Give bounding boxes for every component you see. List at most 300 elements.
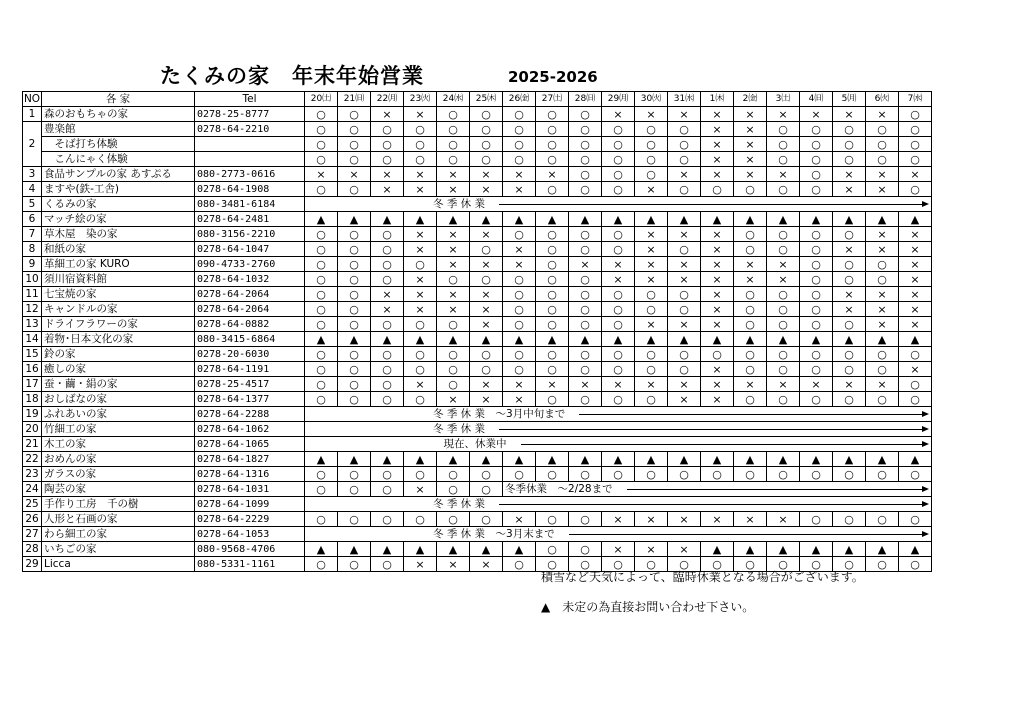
status-mark: ○ — [602, 467, 635, 482]
status-mark: ○ — [833, 227, 866, 242]
status-mark: × — [470, 317, 503, 332]
status-mark: × — [437, 167, 470, 182]
status-mark: × — [437, 557, 470, 572]
row-tel: 090-4733-2760 — [195, 257, 305, 272]
row-name: そば打ち体験 — [42, 137, 195, 152]
status-mark: × — [800, 377, 833, 392]
arrow-line — [627, 489, 923, 490]
row-tel — [195, 137, 305, 152]
row-no: 21 — [23, 437, 42, 452]
row-name: ふれあいの家 — [42, 407, 195, 422]
undecided-note: ▲ 未定の為直接お問い合わせ下さい。 — [541, 600, 755, 614]
status-mark: ○ — [734, 287, 767, 302]
row-no: 2 — [23, 122, 42, 167]
table-row — [23, 197, 932, 212]
status-mark: ○ — [635, 167, 668, 182]
status-mark: ○ — [305, 107, 338, 122]
status-mark: ○ — [503, 362, 536, 377]
status-mark: × — [602, 542, 635, 557]
table-row — [23, 527, 932, 542]
closure-text: 冬 季 休 業 ～3月末まで — [433, 527, 558, 541]
status-mark: ○ — [668, 287, 701, 302]
table-row — [23, 407, 932, 422]
status-mark: × — [470, 287, 503, 302]
status-mark: ○ — [338, 257, 371, 272]
header-day: 7㈬ — [899, 92, 932, 107]
status-mark: ○ — [734, 242, 767, 257]
status-mark: ○ — [899, 347, 932, 362]
status-mark: ○ — [767, 557, 800, 572]
status-mark: ○ — [602, 557, 635, 572]
status-mark: ○ — [338, 122, 371, 137]
status-mark: ○ — [668, 467, 701, 482]
row-no: 1 — [23, 107, 42, 122]
status-mark: ○ — [470, 272, 503, 287]
row-no: 14 — [23, 332, 42, 347]
row-tel: 0278-64-2210 — [195, 122, 305, 137]
status-mark: ○ — [569, 167, 602, 182]
status-mark: ○ — [767, 347, 800, 362]
status-mark: ○ — [470, 152, 503, 167]
status-mark: ○ — [503, 467, 536, 482]
status-mark: ○ — [767, 137, 800, 152]
arrow-head-icon — [922, 441, 929, 447]
status-mark: × — [668, 272, 701, 287]
row-tel: 0278-64-1031 — [195, 482, 305, 497]
closure-span — [305, 422, 932, 437]
status-mark: ▲ — [338, 542, 371, 557]
status-mark: ○ — [800, 182, 833, 197]
arrow-head-icon — [922, 531, 929, 537]
status-mark: ○ — [536, 182, 569, 197]
table-row — [23, 422, 932, 437]
status-mark: ○ — [602, 392, 635, 407]
status-mark: ○ — [305, 362, 338, 377]
table-row — [23, 287, 932, 302]
status-mark: ▲ — [569, 332, 602, 347]
status-mark: × — [470, 392, 503, 407]
status-mark: ○ — [338, 362, 371, 377]
status-mark: × — [470, 557, 503, 572]
status-mark: ▲ — [503, 212, 536, 227]
status-mark: ○ — [371, 137, 404, 152]
status-mark: ○ — [800, 512, 833, 527]
status-mark: ○ — [569, 557, 602, 572]
status-mark: ○ — [470, 467, 503, 482]
arrow-head-icon — [922, 411, 929, 417]
status-mark: ○ — [437, 467, 470, 482]
closure-text: 冬 季 休 業 — [433, 422, 488, 436]
status-mark: × — [701, 122, 734, 137]
closure-span — [305, 527, 932, 542]
status-mark: ○ — [305, 482, 338, 497]
status-mark: ○ — [800, 257, 833, 272]
status-mark: ▲ — [701, 542, 734, 557]
header-day: 24㈬ — [437, 92, 470, 107]
status-mark: ○ — [866, 137, 899, 152]
status-mark: × — [701, 392, 734, 407]
status-mark: ○ — [536, 107, 569, 122]
status-mark: ○ — [404, 152, 437, 167]
table-row — [23, 437, 932, 452]
table-row — [23, 137, 932, 152]
status-mark: ○ — [371, 392, 404, 407]
row-name: 人形と石画の家 — [42, 512, 195, 527]
status-mark: ○ — [338, 482, 371, 497]
header-day: 4㈰ — [800, 92, 833, 107]
row-no: 24 — [23, 482, 42, 497]
status-mark: ○ — [635, 362, 668, 377]
status-mark: ▲ — [569, 212, 602, 227]
row-tel: 0278-64-1099 — [195, 497, 305, 512]
table-row — [23, 272, 932, 287]
status-mark: ○ — [569, 272, 602, 287]
status-mark: ○ — [800, 152, 833, 167]
row-tel: 080-3415-6864 — [195, 332, 305, 347]
status-mark: × — [866, 167, 899, 182]
status-mark: ○ — [800, 362, 833, 377]
status-mark: × — [437, 302, 470, 317]
row-tel: 0278-25-8777 — [195, 107, 305, 122]
status-mark: ▲ — [437, 332, 470, 347]
status-mark: × — [866, 242, 899, 257]
row-name: 陶芸の家 — [42, 482, 195, 497]
status-mark: ○ — [800, 227, 833, 242]
status-mark: ○ — [371, 377, 404, 392]
status-mark: ○ — [866, 257, 899, 272]
status-mark: ○ — [404, 122, 437, 137]
status-mark: ○ — [569, 317, 602, 332]
row-tel: 080-3481-6184 — [195, 197, 305, 212]
header-day: 25㈭ — [470, 92, 503, 107]
status-mark: × — [668, 317, 701, 332]
row-no: 8 — [23, 242, 42, 257]
table-row — [23, 377, 932, 392]
row-name: 着物･日本文化の家 — [42, 332, 195, 347]
header-day: 29㈪ — [602, 92, 635, 107]
status-mark: × — [701, 242, 734, 257]
status-mark: × — [866, 302, 899, 317]
status-mark: ○ — [833, 362, 866, 377]
status-mark: ○ — [338, 182, 371, 197]
row-tel: 0278-64-1191 — [195, 362, 305, 377]
row-name: 鈴の家 — [42, 347, 195, 362]
status-mark: ○ — [437, 347, 470, 362]
status-mark: ○ — [305, 377, 338, 392]
status-mark: × — [371, 302, 404, 317]
status-mark: ▲ — [899, 452, 932, 467]
arrow-line — [499, 429, 923, 430]
status-mark: × — [602, 512, 635, 527]
status-mark: × — [899, 167, 932, 182]
status-mark: ○ — [371, 467, 404, 482]
status-mark: ○ — [338, 287, 371, 302]
status-mark: × — [833, 377, 866, 392]
status-mark: ○ — [635, 302, 668, 317]
status-mark: ○ — [569, 542, 602, 557]
status-mark: ○ — [503, 137, 536, 152]
status-mark: ○ — [701, 182, 734, 197]
status-mark: ○ — [767, 152, 800, 167]
status-mark: × — [503, 392, 536, 407]
status-mark: ▲ — [734, 452, 767, 467]
status-mark: × — [866, 377, 899, 392]
status-mark: ○ — [404, 347, 437, 362]
table-row — [23, 167, 932, 182]
status-mark: ○ — [371, 272, 404, 287]
status-mark: ○ — [305, 272, 338, 287]
status-mark: × — [701, 377, 734, 392]
status-mark: × — [404, 167, 437, 182]
row-tel: 0278-64-1053 — [195, 527, 305, 542]
table-row — [23, 452, 932, 467]
status-mark: ▲ — [602, 332, 635, 347]
status-mark: ▲ — [371, 452, 404, 467]
status-mark: ▲ — [734, 542, 767, 557]
row-name: こんにゃく体験 — [42, 152, 195, 167]
status-mark: ▲ — [371, 332, 404, 347]
status-mark: ○ — [899, 137, 932, 152]
status-mark: ○ — [503, 302, 536, 317]
table-row — [23, 212, 932, 227]
status-mark: ○ — [569, 362, 602, 377]
status-mark: ▲ — [338, 212, 371, 227]
header-day: 3㈯ — [767, 92, 800, 107]
header-day: 1㈭ — [701, 92, 734, 107]
status-mark: ▲ — [767, 542, 800, 557]
row-tel: 0278-64-1062 — [195, 422, 305, 437]
status-mark: × — [371, 182, 404, 197]
status-mark: ▲ — [536, 332, 569, 347]
status-mark: × — [668, 227, 701, 242]
status-mark: × — [833, 287, 866, 302]
status-mark: ○ — [800, 392, 833, 407]
status-mark: ○ — [635, 137, 668, 152]
status-mark: ○ — [503, 272, 536, 287]
row-name: ますや(鉄-工舎) — [42, 182, 195, 197]
status-mark: ○ — [767, 362, 800, 377]
status-mark: ▲ — [734, 332, 767, 347]
status-mark: × — [635, 377, 668, 392]
status-mark: ○ — [800, 242, 833, 257]
status-mark: × — [767, 377, 800, 392]
status-mark: ○ — [404, 257, 437, 272]
table-row — [23, 317, 932, 332]
status-mark: ○ — [536, 542, 569, 557]
status-mark: × — [635, 107, 668, 122]
status-mark: × — [734, 122, 767, 137]
closure-text: 現在、休業中 — [433, 437, 510, 451]
status-mark: × — [371, 167, 404, 182]
status-mark: × — [404, 557, 437, 572]
header-day: 26㈮ — [503, 92, 536, 107]
status-mark: ○ — [404, 362, 437, 377]
row-no: 26 — [23, 512, 42, 527]
status-mark: ○ — [668, 182, 701, 197]
status-mark: ○ — [305, 137, 338, 152]
status-mark: ○ — [470, 122, 503, 137]
status-mark: ○ — [338, 467, 371, 482]
status-mark: ○ — [602, 242, 635, 257]
status-mark: ○ — [734, 362, 767, 377]
row-tel: 0278-64-1316 — [195, 467, 305, 482]
status-mark: ○ — [404, 392, 437, 407]
status-mark: ○ — [305, 182, 338, 197]
status-mark: ▲ — [371, 542, 404, 557]
row-name: 竹細工の家 — [42, 422, 195, 437]
status-mark: ○ — [701, 347, 734, 362]
status-mark: ▲ — [437, 212, 470, 227]
status-mark: ○ — [602, 302, 635, 317]
status-mark: ○ — [569, 467, 602, 482]
row-tel: 0278-64-1047 — [195, 242, 305, 257]
status-mark: × — [569, 257, 602, 272]
table-row — [23, 182, 932, 197]
status-mark: × — [833, 182, 866, 197]
row-no: 20 — [23, 422, 42, 437]
status-mark: ○ — [833, 137, 866, 152]
status-mark: × — [767, 107, 800, 122]
status-mark: ▲ — [866, 212, 899, 227]
status-mark: ○ — [602, 137, 635, 152]
status-mark: × — [404, 377, 437, 392]
status-mark: ○ — [305, 467, 338, 482]
status-mark: × — [503, 377, 536, 392]
header-day: 22㈪ — [371, 92, 404, 107]
table-row — [23, 392, 932, 407]
status-mark: ▲ — [503, 452, 536, 467]
row-tel: 0278-25-4517 — [195, 377, 305, 392]
header-day: 21㈰ — [338, 92, 371, 107]
status-mark: × — [470, 167, 503, 182]
status-mark: × — [866, 287, 899, 302]
row-tel: 0278-64-1065 — [195, 437, 305, 452]
row-tel: 0278-64-2229 — [195, 512, 305, 527]
status-mark: ○ — [602, 317, 635, 332]
status-mark: ○ — [470, 242, 503, 257]
status-mark: ▲ — [371, 212, 404, 227]
status-mark: ○ — [503, 287, 536, 302]
status-mark: ▲ — [800, 212, 833, 227]
status-mark: × — [899, 362, 932, 377]
status-mark: × — [602, 377, 635, 392]
row-no: 5 — [23, 197, 42, 212]
status-mark: ○ — [338, 242, 371, 257]
status-mark: ○ — [536, 242, 569, 257]
status-mark: ○ — [536, 272, 569, 287]
status-mark: × — [734, 272, 767, 287]
status-mark: ○ — [635, 467, 668, 482]
status-mark: ○ — [338, 152, 371, 167]
status-mark: ▲ — [602, 452, 635, 467]
row-name: キャンドルの家 — [42, 302, 195, 317]
status-mark: × — [536, 167, 569, 182]
arrow-head-icon — [922, 201, 929, 207]
status-mark: × — [371, 107, 404, 122]
status-mark: ▲ — [404, 542, 437, 557]
row-no: 27 — [23, 527, 42, 542]
row-no: 16 — [23, 362, 42, 377]
status-mark: ▲ — [866, 332, 899, 347]
status-mark: ▲ — [668, 452, 701, 467]
status-mark: ○ — [305, 242, 338, 257]
row-name: 和紙の家 — [42, 242, 195, 257]
status-mark: ○ — [503, 122, 536, 137]
status-mark: × — [437, 227, 470, 242]
status-mark: ○ — [734, 302, 767, 317]
status-mark: ○ — [767, 122, 800, 137]
status-mark: × — [734, 107, 767, 122]
table-row — [23, 497, 932, 512]
arrow-line — [499, 504, 923, 505]
row-tel: 0278-64-1908 — [195, 182, 305, 197]
header-name: 各 家 — [42, 92, 195, 107]
status-mark: ▲ — [899, 212, 932, 227]
status-mark: ○ — [503, 107, 536, 122]
row-no: 4 — [23, 182, 42, 197]
row-name: ドライフラワーの家 — [42, 317, 195, 332]
status-mark: × — [899, 242, 932, 257]
status-mark: ○ — [371, 362, 404, 377]
header-day: 30㈫ — [635, 92, 668, 107]
status-mark: ▲ — [305, 212, 338, 227]
row-no: 15 — [23, 347, 42, 362]
status-mark: × — [701, 272, 734, 287]
header-day: 20㈯ — [305, 92, 338, 107]
status-mark: × — [470, 182, 503, 197]
table-row — [23, 482, 932, 497]
row-name: 七宝焼の家 — [42, 287, 195, 302]
schedule-table — [22, 91, 932, 572]
status-mark: ○ — [833, 512, 866, 527]
status-mark: × — [503, 242, 536, 257]
arrow-head-icon — [922, 426, 929, 432]
status-mark: ▲ — [833, 452, 866, 467]
status-mark: × — [734, 167, 767, 182]
status-mark: ○ — [866, 122, 899, 137]
status-mark: ○ — [602, 152, 635, 167]
arrow-head-icon — [922, 486, 929, 492]
status-mark: × — [734, 377, 767, 392]
row-tel: 0278-64-1032 — [195, 272, 305, 287]
status-mark: ○ — [569, 137, 602, 152]
status-mark: ○ — [866, 272, 899, 287]
status-mark: × — [437, 392, 470, 407]
status-mark: ○ — [866, 512, 899, 527]
status-mark: × — [404, 242, 437, 257]
status-mark: ▲ — [305, 332, 338, 347]
status-mark: ○ — [635, 557, 668, 572]
table-row — [23, 122, 932, 137]
table-row — [23, 257, 932, 272]
status-mark: ○ — [899, 392, 932, 407]
status-mark: ○ — [668, 137, 701, 152]
row-name: ガラスの家 — [42, 467, 195, 482]
status-mark: ○ — [371, 482, 404, 497]
row-name: 癒しの家 — [42, 362, 195, 377]
table-row — [23, 242, 932, 257]
header-day: 2㈮ — [734, 92, 767, 107]
table-row — [23, 107, 932, 122]
status-mark: ○ — [569, 287, 602, 302]
status-mark: ▲ — [305, 452, 338, 467]
status-mark: ○ — [866, 362, 899, 377]
status-mark: ○ — [800, 347, 833, 362]
status-mark: ○ — [767, 392, 800, 407]
status-mark: ○ — [668, 122, 701, 137]
status-mark: ○ — [767, 182, 800, 197]
status-mark: ○ — [470, 362, 503, 377]
